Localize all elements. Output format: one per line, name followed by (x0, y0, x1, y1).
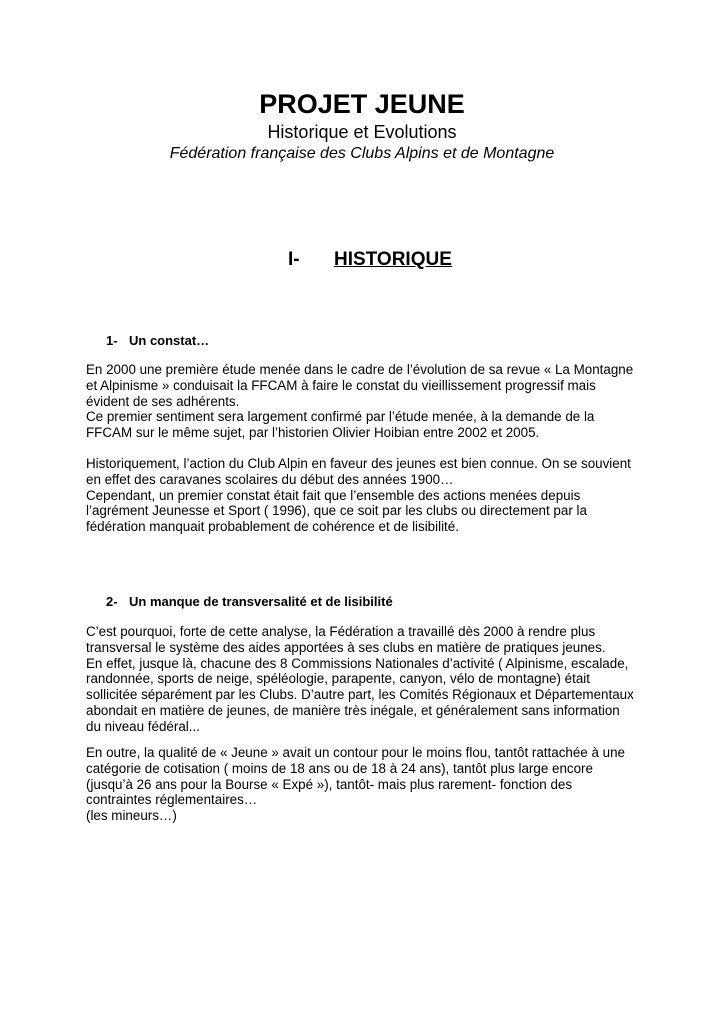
document-organization: Fédération française des Clubs Alpins et de Montagne (169, 145, 555, 162)
subsection-title: Un constat… (129, 333, 210, 348)
text-line: du niveau fédéral... (86, 718, 200, 734)
text-line: Ce premier sentiment sera largement confirmé par l’étude menée, à la demande de la (86, 409, 595, 425)
section-heading (288, 248, 452, 272)
text-line: FFCAM sur le même sujet, par l’historien Olivier Hoibian entre 2002 et 2005. (86, 425, 540, 441)
paragraph (86, 624, 646, 735)
section-title: HISTORIQUE (334, 249, 452, 270)
text-line: (jusqu’à 26 ans pour la Bourse « Expé »), tantôt- mais plus rarement- fonction des (86, 776, 573, 792)
text-line: randonnée, sports de neige, spéléologie, parapente, canyon, vélo de montagne) était (86, 671, 590, 687)
subsection-heading-1 (106, 333, 209, 349)
paragraph (86, 456, 646, 535)
text-line: et Alpinisme » conduisait la FFCAM à faire le constat du vieillissement progressif mais (86, 377, 596, 393)
text-line: Historiquement, l’action du Club Alpin en faveur des jeunes est bien connue. On se souvient (86, 456, 631, 471)
text-line: fédération manquait probablement de cohérence et de lisibilité. (86, 519, 459, 535)
text-line: en effet des caravanes scolaires du début des années 1900… (86, 471, 454, 487)
text-line: sollicitée séparément par les Clubs. D’autre part, les Comités Régionaux et Départementaux (86, 687, 634, 703)
paragraph (86, 745, 646, 824)
text-line: abondait en matière de jeunes, de manière très inégale, et généralement sans information (86, 702, 620, 718)
text-line: catégorie de cotisation ( moins de 18 ans ou de 18 à 24 ans), tantôt plus large encore (86, 760, 593, 776)
text-line: l’agrément Jeunesse et Sport ( 1996), que ce soit par les clubs ou directement par la (86, 503, 587, 519)
text-line: évident de ses adhérents. (86, 393, 240, 409)
document-subtitle: Historique et Evolutions (267, 122, 457, 142)
text-line: C’est pourquoi, forte de cette analyse, la Fédération a travaillé dès 2000 à rendre plus (86, 624, 596, 639)
text-line: En effet, jusque là, chacune des 8 Commissions Nationales d’activité ( Alpinisme, escalade, (86, 655, 629, 671)
section-number: I- (288, 249, 300, 270)
paragraph (86, 362, 646, 441)
text-line: (les mineurs…) (86, 808, 177, 824)
subsection-heading-2 (106, 594, 393, 610)
text-line: Cependant, un premier constat était fait que l’ensemble des actions menées depuis (86, 487, 581, 503)
title-block (0, 88, 724, 164)
text-line: contraintes réglementaires… (86, 792, 258, 808)
text-line: En 2000 une première étude menée dans le cadre de l’évolution de sa revue « La Montagne (86, 362, 634, 377)
document-title: PROJET JEUNE (259, 89, 465, 119)
subsection-number: 1- (106, 333, 118, 348)
subsection-title: Un manque de transversalité et de lisibilité (129, 594, 393, 609)
subsection-number: 2- (106, 594, 118, 609)
text-line: transversal le système des aides apportées à ses clubs en matière de pratiques jeunes. (86, 639, 606, 655)
text-line: En outre, la qualité de « Jeune » avait un contour pour le moins flou, tantôt rattachée à une (86, 745, 625, 760)
